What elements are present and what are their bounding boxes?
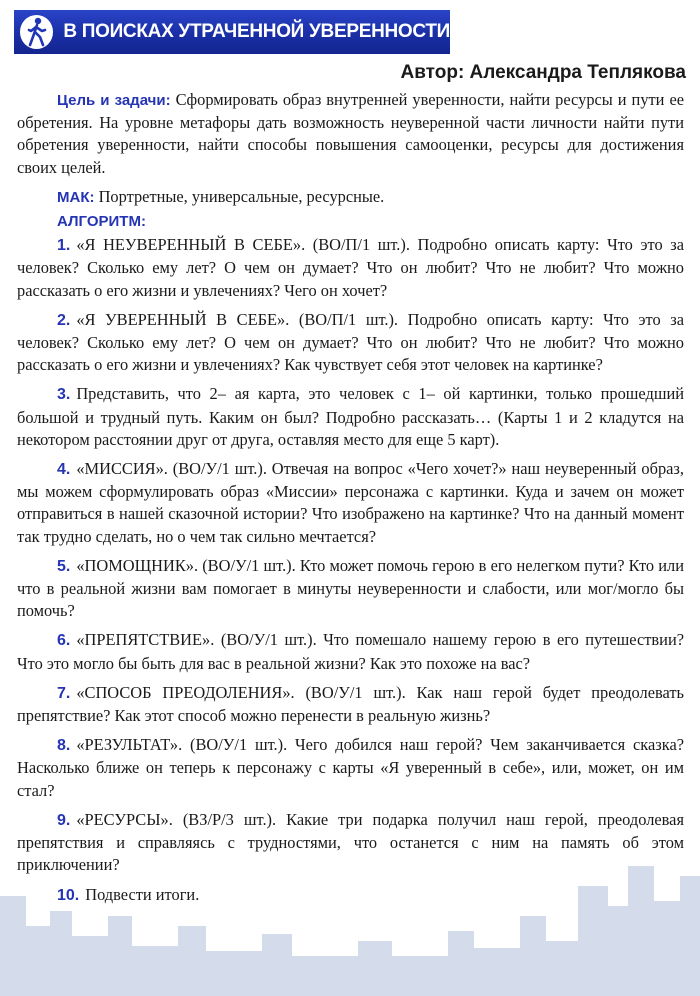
algorithm-label: АЛГОРИТМ: <box>57 213 146 231</box>
step-number: 8. <box>57 737 71 755</box>
list-item <box>17 682 684 727</box>
list-item <box>17 734 684 802</box>
step-number: 5. <box>57 557 71 575</box>
mak-paragraph <box>17 186 684 209</box>
step-text: «Я УВЕРЕННЫЙ В СЕБЕ». (ВО/П/1 шт.). Подробно описать карту: Что это за человек? Сколько ему лет? О чем он думает? Что он любит? Что не любит? Что можно рассказать о его жизни и увлечениях? Как чувствует себя этот человек на картинке? <box>17 309 684 375</box>
goal-paragraph <box>17 89 684 179</box>
step-number: 3. <box>57 386 71 404</box>
step-number: 1. <box>57 237 71 255</box>
mak-text: Портретные, универсальные, ресурсные. <box>98 186 385 206</box>
list-item <box>17 458 684 548</box>
page-title: В ПОИСКАХ УТРАЧЕННОЙ УВЕРЕННОСТИ <box>63 21 450 42</box>
list-item <box>17 555 684 623</box>
article-body <box>17 89 684 914</box>
step-number: 2. <box>57 311 71 329</box>
list-item <box>17 629 684 674</box>
goal-text: Сформировать образ внутренней уверенности, найти ресурсы и пути ее обретения. На уровне метафоры дать возможность неуверенной части личности найти пути обретения уверенности, найти способы повышения самооценки, ресурсы для достижения своих целей. <box>17 90 684 177</box>
step-text: Представить, что 2– ая карта, это человек с 1– ой картинки, только прошедший большой и трудный путь. Каким он был? Подробно рассказать… (Карты 1 и 2 кладутся на некотором расстоянии друг от друга, оставляя место для еще 5 карт). <box>17 384 684 449</box>
list-item <box>17 809 684 877</box>
step-text: «ПОМОЩНИК». (ВО/У/1 шт.). Кто может помочь герою в его нелегком пути? Кто или что в реальной жизни вам помогает в минуты неуверенности и слабости, или мог/могло бы помочь? <box>17 555 684 621</box>
step-text: «МИССИЯ». (ВО/У/1 шт.). Отвечая на вопрос «Чего хочет?» наш неуверенный образ, мы можем сформулировать образ «Миссии» персонажа с картинки. Куда и зачем он может отправиться в нашей сказочной истории? Что изображено на картинке? Что на данный момент так трудно сделать, но о чем так сильно мечтается? <box>17 459 684 546</box>
title-banner <box>14 10 450 54</box>
step-text: Подвести итоги. <box>85 884 200 904</box>
step-number: 9. <box>57 811 71 829</box>
step-number: 4. <box>57 461 71 479</box>
step-number: 10. <box>57 886 80 904</box>
step-text: «Я НЕУВЕРЕННЫЙ В СЕБЕ». (ВО/П/1 шт.). Подробно описать карту: Что это за человек? Сколько ему лет? О чем он думает? Что он любит? Что не любит? Что можно рассказать о его жизни и увлечениях? Чего он хочет? <box>17 235 684 300</box>
goal-label: Цель и задачи: <box>57 92 171 109</box>
list-item <box>17 234 684 302</box>
step-text: «СПОСОБ ПРЕОДОЛЕНИЯ». (ВО/У/1 шт.). Как наш герой будет преодолевать препятствие? Как этот способ можно перенести в реальную жизнь? <box>17 682 684 726</box>
list-item <box>17 383 684 451</box>
mak-label: МАК: <box>57 188 95 206</box>
list-item <box>17 309 684 377</box>
algorithm-heading <box>17 210 684 233</box>
step-text: «РЕЗУЛЬТАТ». (ВО/У/1 шт.). Чего добился наш герой? Чем заканчивается сказка? Насколько ближе он теперь к персонажу с карты «Я уверенный в себе», или, может, он им стал? <box>17 735 684 800</box>
author-line: Автор: Александра Теплякова <box>400 62 686 83</box>
step-text: «РЕСУРСЫ». (ВЗ/Р/3 шт.). Какие три подарка получил наш герой, преодолевая препятствия и справляясь с трудностями, что останется с ним на память об этом приключении? <box>17 809 684 875</box>
step-number: 6. <box>57 632 71 650</box>
walking-person-icon <box>20 15 53 49</box>
step-text: «ПРЕПЯТСТВИЕ». (ВО/У/1 шт.). Что помешало нашему герою в его путешествии? Что это могло бы быть для вас в реальной жизни? Как это похоже на вас? <box>17 630 684 673</box>
step-number: 7. <box>57 684 71 702</box>
list-item <box>17 884 684 907</box>
